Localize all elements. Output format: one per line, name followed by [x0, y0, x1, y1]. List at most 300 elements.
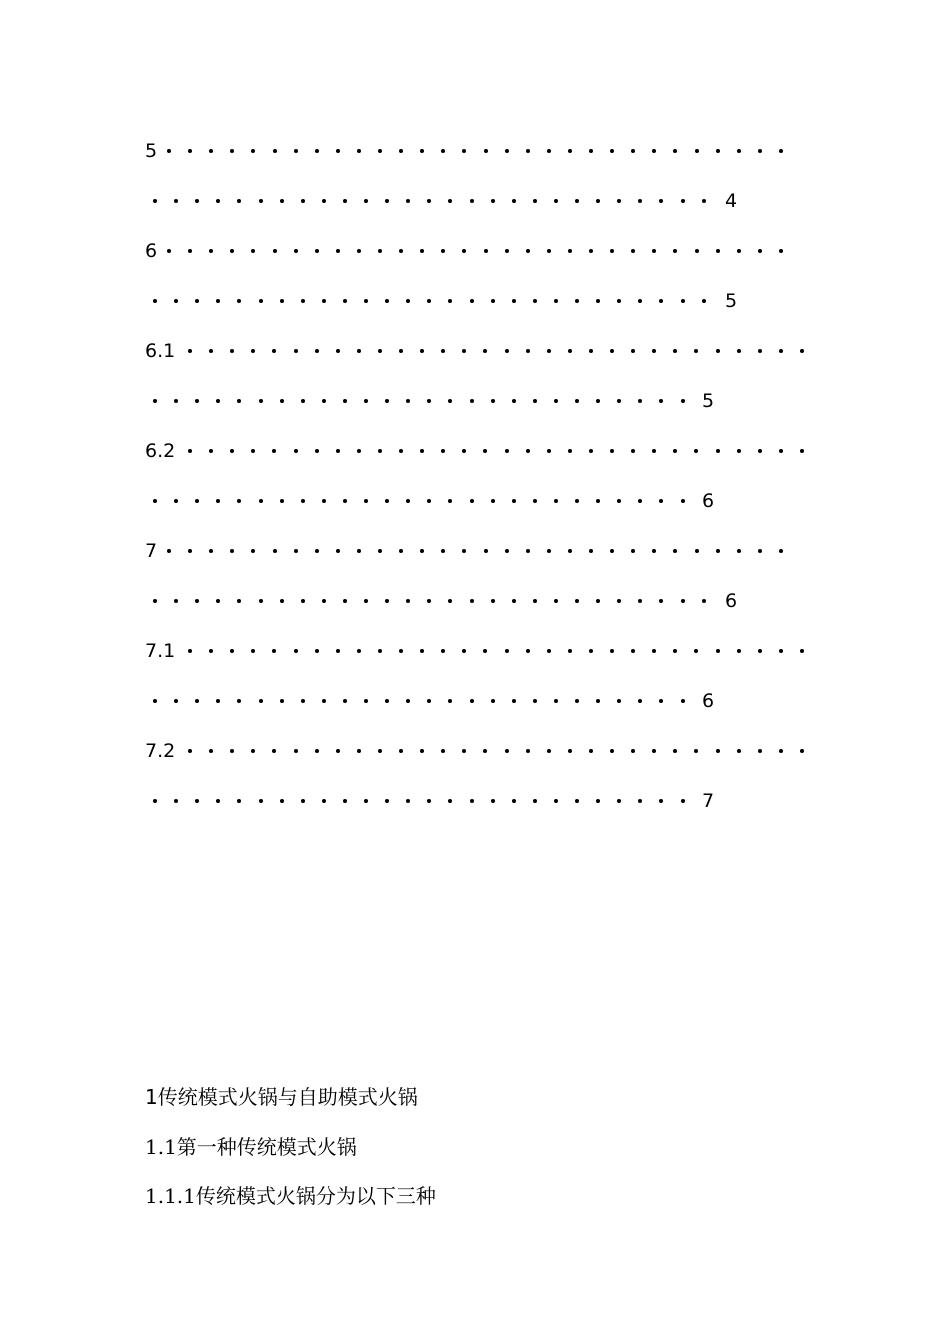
leader-dot — [779, 749, 783, 753]
leader-dot — [673, 549, 677, 553]
leader-dot — [491, 799, 495, 803]
leader-dot — [427, 799, 431, 803]
leader-dot — [462, 249, 466, 253]
leader-dot — [505, 249, 509, 253]
leader-dot — [357, 349, 361, 353]
leader-dot — [216, 599, 220, 603]
leader-dot — [695, 549, 699, 553]
leader-dot — [505, 449, 509, 453]
leader-dot — [694, 349, 698, 353]
leader-dot — [652, 249, 656, 253]
leader-dot — [259, 799, 263, 803]
leader-dot — [406, 299, 410, 303]
leader-dot — [294, 149, 298, 153]
toc-entry-number: 7 — [145, 540, 158, 562]
leader-dot — [779, 549, 783, 553]
toc-entry-continuation[interactable] — [145, 788, 745, 814]
leader-dot — [547, 249, 551, 253]
leader-dot — [427, 399, 431, 403]
leader-dot — [596, 599, 600, 603]
toc-entry[interactable] — [145, 538, 805, 564]
toc-entry[interactable] — [145, 138, 805, 164]
leader-dot — [695, 149, 699, 153]
leader-dot — [681, 599, 685, 603]
leader-dot — [216, 199, 220, 203]
leader-dot — [209, 249, 213, 253]
toc-entry[interactable] — [145, 338, 805, 364]
leader-dot — [399, 449, 403, 453]
leader-dot — [512, 399, 516, 403]
leader-dot — [779, 249, 783, 253]
leader-dot — [575, 499, 579, 503]
toc-entry[interactable] — [145, 738, 805, 764]
leader-dot — [568, 549, 572, 553]
leader-dot — [188, 649, 192, 653]
leader-dot — [280, 599, 284, 603]
leader-dot — [209, 549, 213, 553]
leader-dot — [448, 199, 452, 203]
leader-dot — [702, 199, 706, 203]
leader-dot — [195, 799, 199, 803]
leader-dot — [716, 349, 720, 353]
leader-dot — [533, 299, 537, 303]
leader-dot — [638, 799, 642, 803]
leader-dot — [294, 349, 298, 353]
leader-dot — [505, 549, 509, 553]
leader-dot — [336, 349, 340, 353]
leader-dot — [294, 549, 298, 553]
leader-dot — [716, 149, 720, 153]
leader-dot — [491, 399, 495, 403]
leader-dot — [659, 299, 663, 303]
leader-dot — [448, 499, 452, 503]
leader-dot — [526, 749, 530, 753]
leader-dot — [420, 349, 424, 353]
leader-dot — [491, 699, 495, 703]
toc-entry-continuation[interactable] — [145, 588, 745, 614]
leader-dot — [512, 699, 516, 703]
leader-dot — [448, 399, 452, 403]
leader-dot — [174, 699, 178, 703]
leader-dot — [259, 699, 263, 703]
leader-dot — [441, 749, 445, 753]
leader-dot — [638, 299, 642, 303]
toc-entry-page: 5 — [725, 290, 738, 312]
leader-dot — [547, 549, 551, 553]
leader-dot — [357, 249, 361, 253]
leader-dot — [673, 749, 677, 753]
leader-dot — [575, 799, 579, 803]
leader-dot — [800, 449, 804, 453]
leader-dot — [779, 649, 783, 653]
leader-dot — [399, 349, 403, 353]
leader-dot — [237, 699, 241, 703]
leader-dot — [470, 699, 474, 703]
toc-entry[interactable] — [145, 238, 805, 264]
leader-dot — [188, 549, 192, 553]
section-heading-level-3: 1.1.1传统模式火锅分为以下三种 — [145, 1184, 436, 1208]
leader-dot — [737, 149, 741, 153]
leader-dot — [547, 649, 551, 653]
leader-dot — [378, 449, 382, 453]
leader-dot — [596, 299, 600, 303]
leader-dot — [251, 749, 255, 753]
toc-entry-number: 6 — [145, 240, 158, 262]
leader-dot — [406, 399, 410, 403]
leader-dot — [737, 749, 741, 753]
leader-dot — [174, 299, 178, 303]
leader-dot — [512, 799, 516, 803]
leader-dot — [216, 799, 220, 803]
leader-dot — [343, 399, 347, 403]
leader-dot — [322, 299, 326, 303]
leader-dot — [512, 499, 516, 503]
leader-dot — [167, 149, 171, 153]
leader-dot — [251, 649, 255, 653]
leader-dot — [322, 799, 326, 803]
leader-dot — [575, 399, 579, 403]
leader-dot — [343, 699, 347, 703]
leader-dot — [533, 799, 537, 803]
leader-dot — [596, 499, 600, 503]
toc-entry-number: 7.2 — [145, 740, 176, 762]
leader-dot — [483, 649, 487, 653]
leader-dot — [652, 749, 656, 753]
leader-dot — [758, 149, 762, 153]
leader-dot — [230, 549, 234, 553]
leader-dot — [294, 449, 298, 453]
leader-dot — [716, 549, 720, 553]
leader-dot — [638, 499, 642, 503]
leader-dot — [441, 649, 445, 653]
leader-dot — [779, 349, 783, 353]
leader-dot — [441, 149, 445, 153]
leader-dot — [385, 499, 389, 503]
leader-dot — [188, 249, 192, 253]
leader-dot — [153, 399, 157, 403]
leader-dot — [259, 599, 263, 603]
leader-dot — [533, 399, 537, 403]
leader-dot — [273, 549, 277, 553]
leader-dot — [652, 549, 656, 553]
leader-dot — [617, 699, 621, 703]
leader-dot — [526, 249, 530, 253]
leader-dot — [589, 649, 593, 653]
toc-entry-continuation[interactable] — [145, 288, 745, 314]
leader-dot — [631, 249, 635, 253]
leader-dot — [343, 199, 347, 203]
toc-entry-continuation[interactable] — [145, 488, 745, 514]
leader-dot — [483, 449, 487, 453]
leader-dot — [357, 749, 361, 753]
leader-dot — [315, 149, 319, 153]
leader-dot — [237, 599, 241, 603]
leader-dot — [399, 749, 403, 753]
leader-dot — [399, 549, 403, 553]
leader-dot — [547, 749, 551, 753]
leader-dot — [526, 149, 530, 153]
leader-dot — [470, 499, 474, 503]
leader-dot — [575, 199, 579, 203]
leader-dot — [364, 199, 368, 203]
leader-dot — [589, 749, 593, 753]
leader-dot — [174, 199, 178, 203]
leader-dot — [779, 149, 783, 153]
leader-dot — [547, 349, 551, 353]
leader-dot — [364, 599, 368, 603]
leader-dot — [427, 499, 431, 503]
leader-dot — [568, 649, 572, 653]
leader-dot — [153, 799, 157, 803]
toc-entry[interactable] — [145, 438, 805, 464]
leader-dot — [280, 699, 284, 703]
leader-dot — [526, 349, 530, 353]
leader-dot — [554, 299, 558, 303]
leader-dot — [568, 749, 572, 753]
leader-dot — [251, 249, 255, 253]
leader-dot — [470, 299, 474, 303]
leader-dot — [673, 449, 677, 453]
leader-dot — [638, 199, 642, 203]
leader-dot — [758, 249, 762, 253]
leader-dot — [575, 599, 579, 603]
leader-dot — [259, 399, 263, 403]
leader-dot — [322, 399, 326, 403]
leader-dot — [188, 449, 192, 453]
leader-dot — [301, 699, 305, 703]
leader-dot — [195, 699, 199, 703]
leader-dot — [659, 399, 663, 403]
leader-dot — [470, 399, 474, 403]
leader-dot — [406, 599, 410, 603]
leader-dot — [153, 299, 157, 303]
leader-dot — [568, 149, 572, 153]
leader-dot — [526, 549, 530, 553]
toc-entry-page: 4 — [725, 190, 738, 212]
leader-dot — [512, 599, 516, 603]
leader-dot — [174, 799, 178, 803]
leader-dot — [694, 449, 698, 453]
leader-dot — [209, 649, 213, 653]
leader-dot — [681, 699, 685, 703]
leader-dot — [659, 599, 663, 603]
leader-dot — [315, 749, 319, 753]
leader-dot — [273, 149, 277, 153]
leader-dot — [617, 299, 621, 303]
leader-dot — [195, 499, 199, 503]
leader-dot — [364, 799, 368, 803]
toc-entry-page: 7 — [702, 790, 715, 812]
leader-dot — [343, 599, 347, 603]
leader-dot — [589, 349, 593, 353]
leader-dot — [301, 299, 305, 303]
leader-dot — [462, 349, 466, 353]
leader-dot — [702, 599, 706, 603]
leader-dot — [336, 249, 340, 253]
leader-dot — [315, 649, 319, 653]
leader-dot — [448, 799, 452, 803]
leader-dot — [427, 699, 431, 703]
leader-dot — [441, 349, 445, 353]
leader-dot — [364, 699, 368, 703]
leader-dot — [259, 199, 263, 203]
toc-entry-continuation[interactable] — [145, 688, 745, 714]
leader-dot — [272, 349, 276, 353]
leader-dot — [491, 299, 495, 303]
leader-dot — [470, 599, 474, 603]
leader-dot — [659, 199, 663, 203]
leader-dot — [673, 149, 677, 153]
leader-dot — [406, 499, 410, 503]
leader-dot — [483, 349, 487, 353]
leader-dot — [399, 649, 403, 653]
leader-dot — [315, 349, 319, 353]
leader-dot — [512, 299, 516, 303]
leader-dot — [554, 599, 558, 603]
toc-entry-continuation[interactable] — [145, 188, 745, 214]
leader-dot — [301, 599, 305, 603]
toc-entry-page: 5 — [702, 390, 715, 412]
leader-dot — [462, 649, 466, 653]
leader-dot — [216, 399, 220, 403]
leader-dot — [385, 299, 389, 303]
toc-entry[interactable] — [145, 638, 805, 664]
leader-dot — [484, 549, 488, 553]
leader-dot — [343, 499, 347, 503]
leader-dot — [526, 649, 530, 653]
leader-dot — [174, 399, 178, 403]
leader-dot — [652, 449, 656, 453]
leader-dot — [420, 249, 424, 253]
leader-dot — [272, 749, 276, 753]
leader-dot — [378, 649, 382, 653]
leader-dot — [631, 649, 635, 653]
leader-dot — [596, 199, 600, 203]
leader-dot — [758, 449, 762, 453]
leader-dot — [631, 549, 635, 553]
leader-dot — [448, 699, 452, 703]
leader-dot — [336, 449, 340, 453]
leader-dot — [462, 149, 466, 153]
leader-dot — [322, 499, 326, 503]
leader-dot — [462, 549, 466, 553]
leader-dot — [695, 249, 699, 253]
leader-dot — [610, 449, 614, 453]
leader-dot — [652, 149, 656, 153]
leader-dot — [322, 199, 326, 203]
leader-dot — [589, 549, 593, 553]
leader-dot — [230, 249, 234, 253]
leader-dot — [251, 549, 255, 553]
leader-dot — [216, 499, 220, 503]
leader-dot — [505, 749, 509, 753]
leader-dot — [589, 249, 593, 253]
leader-dot — [737, 549, 741, 553]
leader-dot — [427, 599, 431, 603]
toc-entry-number: 6.1 — [145, 340, 176, 362]
leader-dot — [631, 349, 635, 353]
leader-dot — [378, 149, 382, 153]
leader-dot — [547, 149, 551, 153]
leader-dot — [673, 249, 677, 253]
leader-dot — [195, 299, 199, 303]
leader-dot — [638, 699, 642, 703]
leader-dot — [273, 249, 277, 253]
leader-dot — [385, 199, 389, 203]
leader-dot — [378, 349, 382, 353]
leader-dot — [385, 599, 389, 603]
leader-dot — [462, 749, 466, 753]
leader-dot — [420, 549, 424, 553]
leader-dot — [385, 699, 389, 703]
leader-dot — [195, 199, 199, 203]
leader-dot — [406, 799, 410, 803]
leader-dot — [596, 799, 600, 803]
leader-dot — [336, 749, 340, 753]
leader-dot — [322, 699, 326, 703]
leader-dot — [554, 499, 558, 503]
leader-dot — [195, 599, 199, 603]
leader-dot — [448, 299, 452, 303]
leader-dot — [301, 199, 305, 203]
leader-dot — [716, 649, 720, 653]
leader-dot — [448, 599, 452, 603]
leader-dot — [230, 649, 234, 653]
leader-dot — [470, 199, 474, 203]
leader-dot — [280, 499, 284, 503]
leader-dot — [779, 449, 783, 453]
leader-dot — [259, 499, 263, 503]
leader-dot — [617, 199, 621, 203]
leader-dot — [617, 399, 621, 403]
leader-dot — [681, 399, 685, 403]
leader-dot — [631, 449, 635, 453]
section-heading-level-1: 1传统模式火锅与自助模式火锅 — [145, 1085, 418, 1109]
leader-dot — [420, 449, 424, 453]
toc-entry-continuation[interactable] — [145, 388, 745, 414]
leader-dot — [301, 399, 305, 403]
leader-dot — [702, 299, 706, 303]
leader-dot — [399, 249, 403, 253]
leader-dot — [441, 549, 445, 553]
leader-dot — [364, 499, 368, 503]
toc-entry-number: 6.2 — [145, 440, 176, 462]
leader-dot — [737, 349, 741, 353]
leader-dot — [230, 349, 234, 353]
leader-dot — [209, 149, 213, 153]
leader-dot — [716, 449, 720, 453]
leader-dot — [694, 649, 698, 653]
leader-dot — [406, 199, 410, 203]
leader-dot — [659, 799, 663, 803]
leader-dot — [336, 149, 340, 153]
leader-dot — [694, 749, 698, 753]
leader-dot — [259, 299, 263, 303]
leader-dot — [716, 249, 720, 253]
leader-dot — [673, 349, 677, 353]
leader-dot — [315, 449, 319, 453]
leader-dot — [174, 499, 178, 503]
leader-dot — [251, 449, 255, 453]
leader-dot — [737, 649, 741, 653]
leader-dot — [153, 599, 157, 603]
leader-dot — [237, 399, 241, 403]
toc-entry-page: 6 — [702, 690, 715, 712]
leader-dot — [610, 349, 614, 353]
leader-dot — [153, 699, 157, 703]
leader-dot — [758, 749, 762, 753]
leader-dot — [631, 149, 635, 153]
